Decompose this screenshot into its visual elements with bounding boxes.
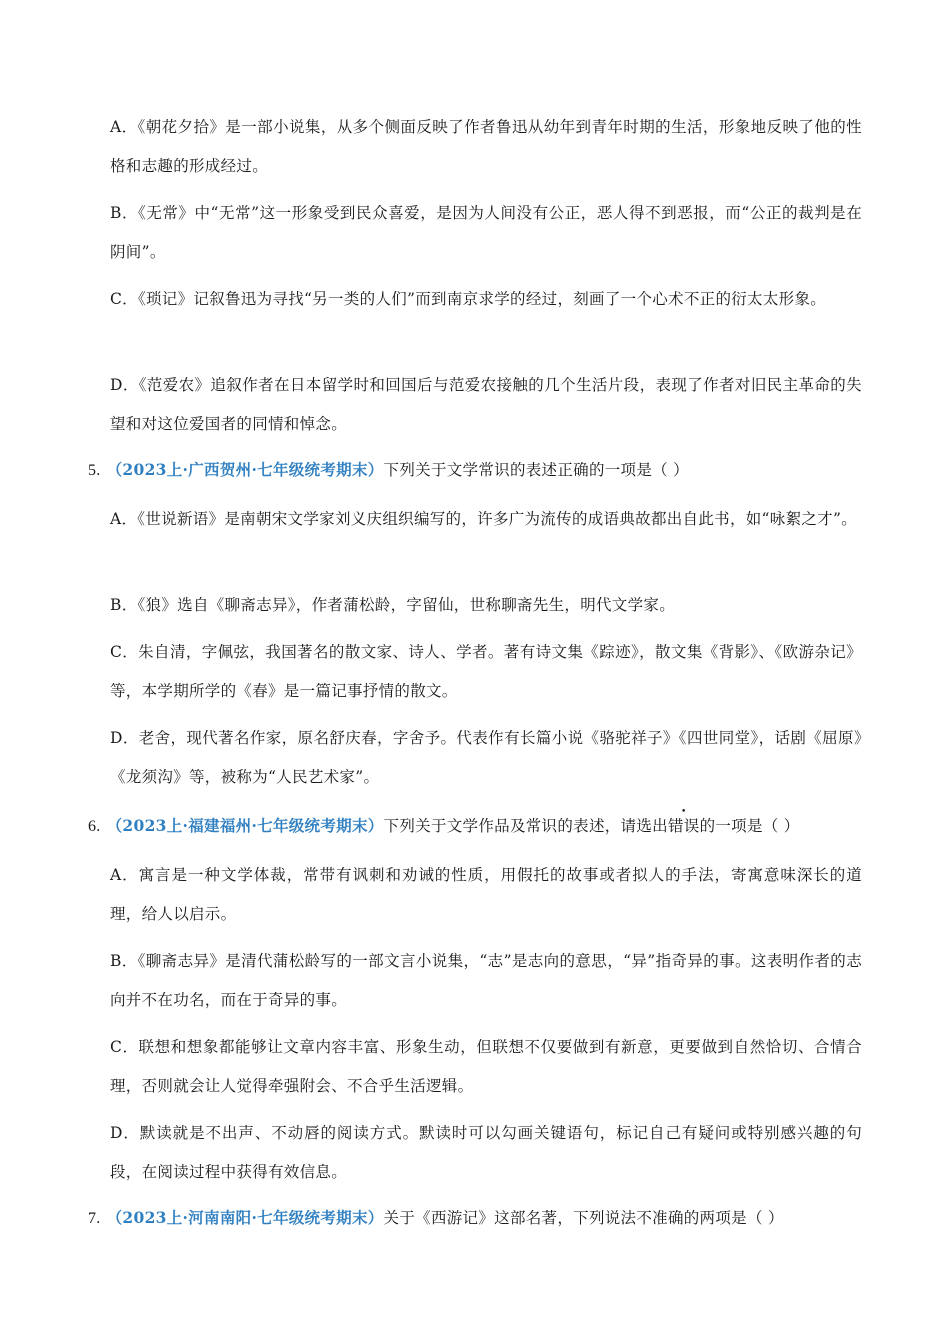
q6-option-a: A．寓言是一种文学体裁，常带有讽刺和劝诫的性质，用假托的故事或者拟人的手法，寄寓意味深长的道理，给人以启示。	[110, 866, 862, 923]
q6-option-d: D．默读就是不出声、不动唇的阅读方式。默读时可以勾画关键语句，标记自己有疑问或特别感兴趣的句段，在阅读过程中获得有效信息。	[110, 1124, 862, 1181]
question-source: （2023上·河南南阳·七年级统考期末）	[106, 1208, 384, 1227]
question-number: 5.	[88, 462, 101, 479]
question-text: 下列关于文学常识的表述正确的一项是（ ）	[383, 461, 689, 479]
question-text-end: 的一项是（ ）	[699, 817, 800, 835]
question-6-stem	[88, 814, 863, 839]
question-source: （2023上·福建福州·七年级统考期末）	[106, 816, 384, 835]
question-text: 关于《西游记》这部名著，下列说法不准确的两项是（ ）	[383, 1209, 784, 1227]
question-text: 下列关于文学作品及常识的表述，请选出	[383, 817, 668, 835]
q6-option-c: C．联想和想象都能够让文章内容丰富、形象生动，但联想不仅要做到有新意，更要做到自然恰切、合情合理，否则就会让人觉得牵强附会、不合乎生活逻辑。	[110, 1038, 862, 1095]
q4-option-b: B．《无常》中“无常”这一形象受到民众喜爱，是因为人间没有公正，恶人得不到恶报，而“公正的裁判是在阴间”。	[110, 204, 862, 261]
q4-option-a: A．《朝花夕拾》是一部小说集，从多个侧面反映了作者鲁迅从幼年到青年时期的生活，形象地反映了他的性格和志趣的形成经过。	[110, 118, 862, 175]
emphasis-dotted-text: 错误	[667, 817, 700, 835]
q5-option-b: B．《狼》选自《聊斋志异》，作者蒲松龄，字留仙，世称聊斋先生，明代文学家。	[110, 596, 675, 614]
q5-option-d: D．老舍，现代著名作家，原名舒庆春，字舍予。代表作有长篇小说《骆驼祥子》《四世同堂》，话剧《屈原》《龙须沟》等，被称为“人民艺术家”。	[110, 729, 862, 786]
q4-option-c: C．《琐记》记叙鲁迅为寻找“另一类的人们”而到南京求学的经过，刻画了一个心术不正的衍太太形象。	[110, 290, 827, 308]
q4-option-d: D．《范爱农》追叙作者在日本留学时和回国后与范爱农接触的几个生活片段，表现了作者对旧民主革命的失望和对这位爱国者的同情和悼念。	[110, 376, 862, 433]
question-number: 7.	[88, 1210, 101, 1227]
question-source: （2023上·广西贺州·七年级统考期末）	[106, 460, 384, 479]
q5-option-a: A．《世说新语》是南朝宋文学家刘义庆组织编写的，许多广为流传的成语典故都出自此书，如“咏絮之才”。	[110, 510, 857, 528]
question-7-stem	[88, 1206, 863, 1231]
q6-option-b: B．《聊斋志异》是清代蒲松龄写的一部文言小说集，“志”是志向的意思，“异”指奇异的事。这表明作者的志向并不在功名，而在于奇异的事。	[110, 952, 862, 1009]
question-number: 6.	[88, 818, 101, 835]
q5-option-c: C．朱自清，字佩弦，我国著名的散文家、诗人、学者。著有诗文集《踪迹》，散文集《背影》、《欧游杂记》等，本学期所学的《春》是一篇记事抒情的散文。	[110, 643, 862, 700]
question-5-stem	[88, 458, 863, 483]
